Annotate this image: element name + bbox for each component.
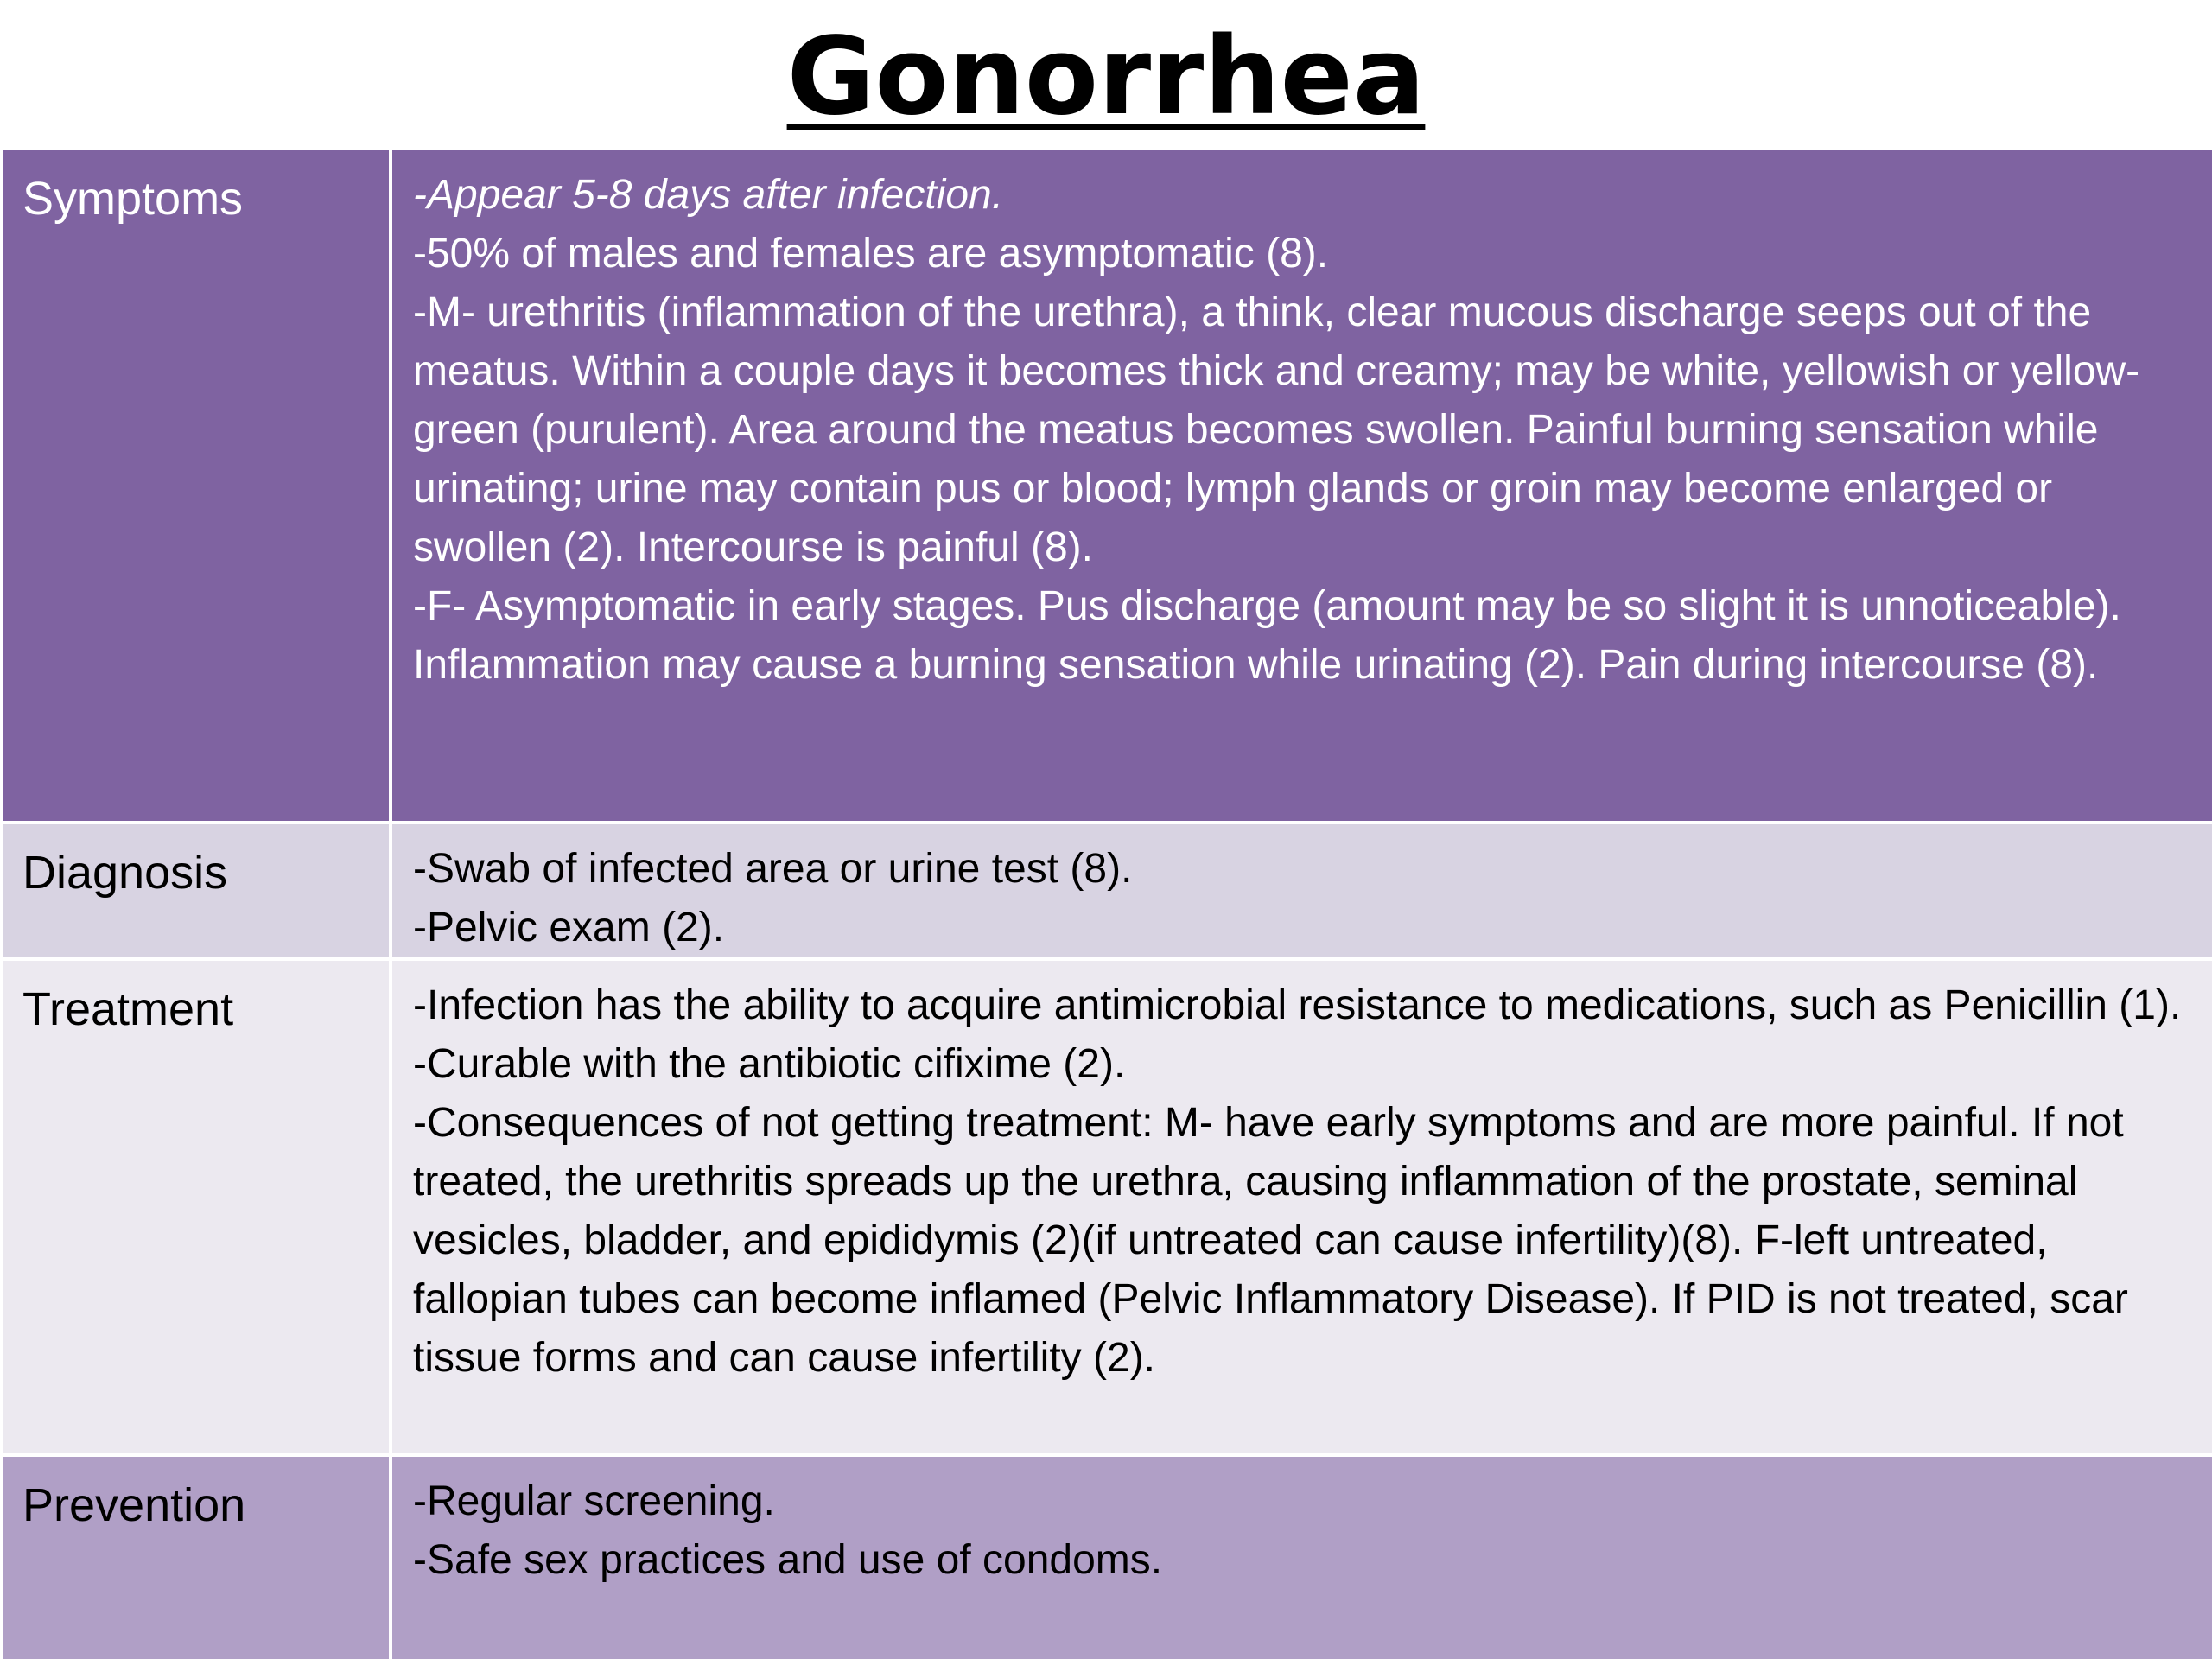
table-row-treatment — [2, 959, 2212, 1455]
table-row-prevention — [2, 1455, 2212, 1659]
symptoms-line: -Appear 5-8 days after infection. — [413, 172, 1004, 218]
slide-title-text: Gonorrhea — [786, 15, 1426, 139]
table-row-diagnosis — [2, 823, 2212, 959]
row-content-symptoms — [391, 149, 2212, 823]
treatment-line: -Infection has the ability to acquire antimicrobial resistance to medications, such as Penicillin (1). — [413, 982, 2182, 1028]
info-table — [0, 147, 2212, 1659]
table-row-symptoms — [2, 149, 2212, 823]
row-content-treatment — [391, 959, 2212, 1455]
diagnosis-line: -Pelvic exam (2). — [413, 905, 725, 950]
symptoms-line: -50% of males and females are asymptomatic (8). — [413, 231, 1329, 276]
row-label-symptoms: Symptoms — [2, 149, 391, 823]
row-content-diagnosis — [391, 823, 2212, 959]
treatment-line: -Curable with the antibiotic cifixime (2). — [413, 1041, 1126, 1087]
prevention-line: -Regular screening. — [413, 1478, 775, 1524]
prevention-line: -Safe sex practices and use of condoms. — [413, 1537, 1163, 1583]
row-label-treatment: Treatment — [2, 959, 391, 1455]
row-label-prevention: Prevention — [2, 1455, 391, 1659]
slide-title — [0, 12, 2212, 142]
row-content-prevention — [391, 1455, 2212, 1659]
row-label-diagnosis: Diagnosis — [2, 823, 391, 959]
diagnosis-line: -Swab of infected area or urine test (8). — [413, 846, 1133, 892]
treatment-line: -Consequences of not getting treatment: M- have early symptoms and are more painful. If not treated, the urethritis spreads up the urethra, causing inflammation of the prostate, seminal vesicles, bladder, and epididymis (2)(if untreated can cause infertility)(8). F-left untreated, fallopian tubes can become inflamed (Pelvic Inflammatory Disease). If PID is not treated, scar tissue forms and can cause infertility (2). — [413, 1100, 2128, 1381]
symptoms-line: -M- urethritis (inflammation of the urethra), a think, clear mucous discharge seeps out of the meatus. Within a couple days it becomes thick and creamy; may be white, yellowish or yellow-green (purulent). Area around the meatus becomes swollen. Painful burning sensation while urinating; urine may contain pus or blood; lymph glands or groin may become enlarged or swollen (2). Intercourse is painful (8). — [413, 289, 2140, 570]
symptoms-line: -F- Asymptomatic in early stages. Pus discharge (amount may be so slight it is unnoticeable). Inflammation may cause a burning sensation while urinating (2). Pain during intercourse (8). — [413, 583, 2121, 688]
